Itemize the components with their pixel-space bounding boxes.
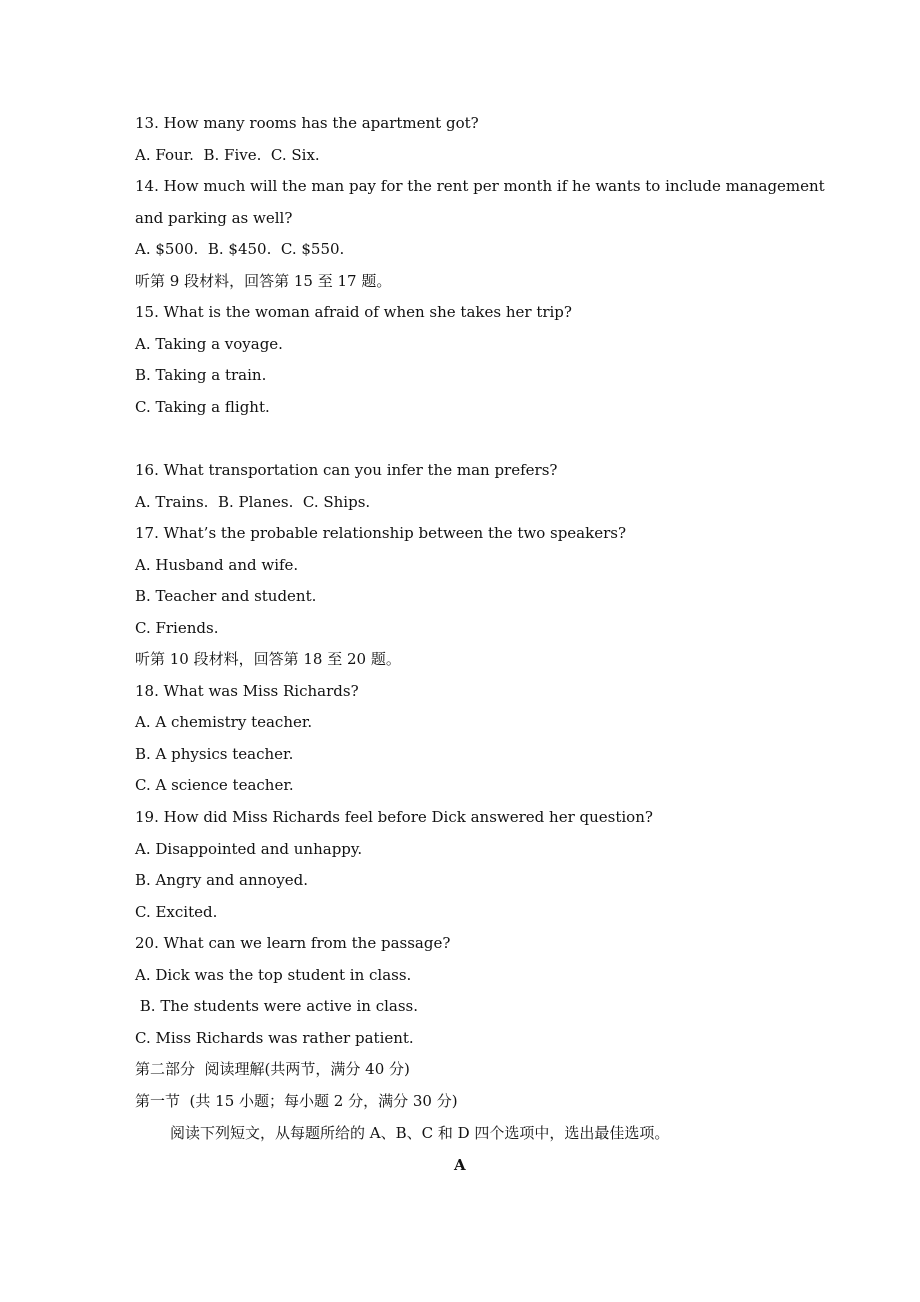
question-13-options: A. Four. B. Five. C. Six. — [135, 146, 320, 164]
question-20-option-c: C. Miss Richards was rather patient. — [135, 1029, 414, 1047]
question-18: 18. What was Miss Richards? — [135, 682, 359, 700]
question-20: 20. What can we learn from the passage? — [135, 934, 451, 952]
question-15-option-c: C. Taking a flight. — [135, 398, 270, 416]
question-15: 15. What is the woman afraid of when she takes her trip? — [135, 303, 572, 321]
question-15-option-a: A. Taking a voyage. — [135, 335, 283, 353]
question-18-option-c: C. A science teacher. — [135, 776, 294, 794]
question-14: 14. How much will the man pay for the rent per month if he wants to include management — [135, 177, 825, 195]
question-14-options: A. $500. B. $450. C. $550. — [135, 240, 345, 258]
section-instruction-10: 听第 10 段材料，回答第 18 至 20 题。 — [135, 650, 401, 668]
question-19: 19. How did Miss Richards feel before Dick answered her question? — [135, 808, 653, 826]
reading-instruction: 阅读下列短文，从每题所给的 A、B、C 和 D 四个选项中，选出最佳选项。 — [170, 1124, 670, 1142]
question-17-option-b: B. Teacher and student. — [135, 587, 317, 605]
question-14-continued: and parking as well? — [135, 209, 293, 227]
question-20-option-a: A. Dick was the top student in class. — [135, 966, 412, 984]
section-instruction-9: 听第 9 段材料，回答第 15 至 17 题。 — [135, 272, 392, 290]
section-one-heading: 第一节 (共 15 小题；每小题 2 分，满分 30 分) — [135, 1092, 458, 1110]
question-19-option-b: B. Angry and annoyed. — [135, 871, 309, 889]
passage-label: A — [454, 1156, 466, 1174]
question-20-option-b: B. The students were active in class. — [135, 997, 419, 1015]
question-18-option-a: A. A chemistry teacher. — [135, 713, 313, 731]
question-17-option-a: A. Husband and wife. — [135, 556, 299, 574]
question-16: 16. What transportation can you infer the man prefers? — [135, 461, 558, 479]
question-16-options: A. Trains. B. Planes. C. Ships. — [135, 493, 371, 511]
part-two-heading: 第二部分 阅读理解(共两节，满分 40 分) — [135, 1060, 410, 1078]
question-19-option-a: A. Disappointed and unhappy. — [135, 840, 363, 858]
question-17: 17. What’s the probable relationship between the two speakers? — [135, 524, 626, 542]
question-19-option-c: C. Excited. — [135, 903, 218, 921]
question-15-option-b: B. Taking a train. — [135, 366, 267, 384]
question-18-option-b: B. A physics teacher. — [135, 745, 294, 763]
question-17-option-c: C. Friends. — [135, 619, 219, 637]
question-13: 13. How many rooms has the apartment got? — [135, 114, 479, 132]
